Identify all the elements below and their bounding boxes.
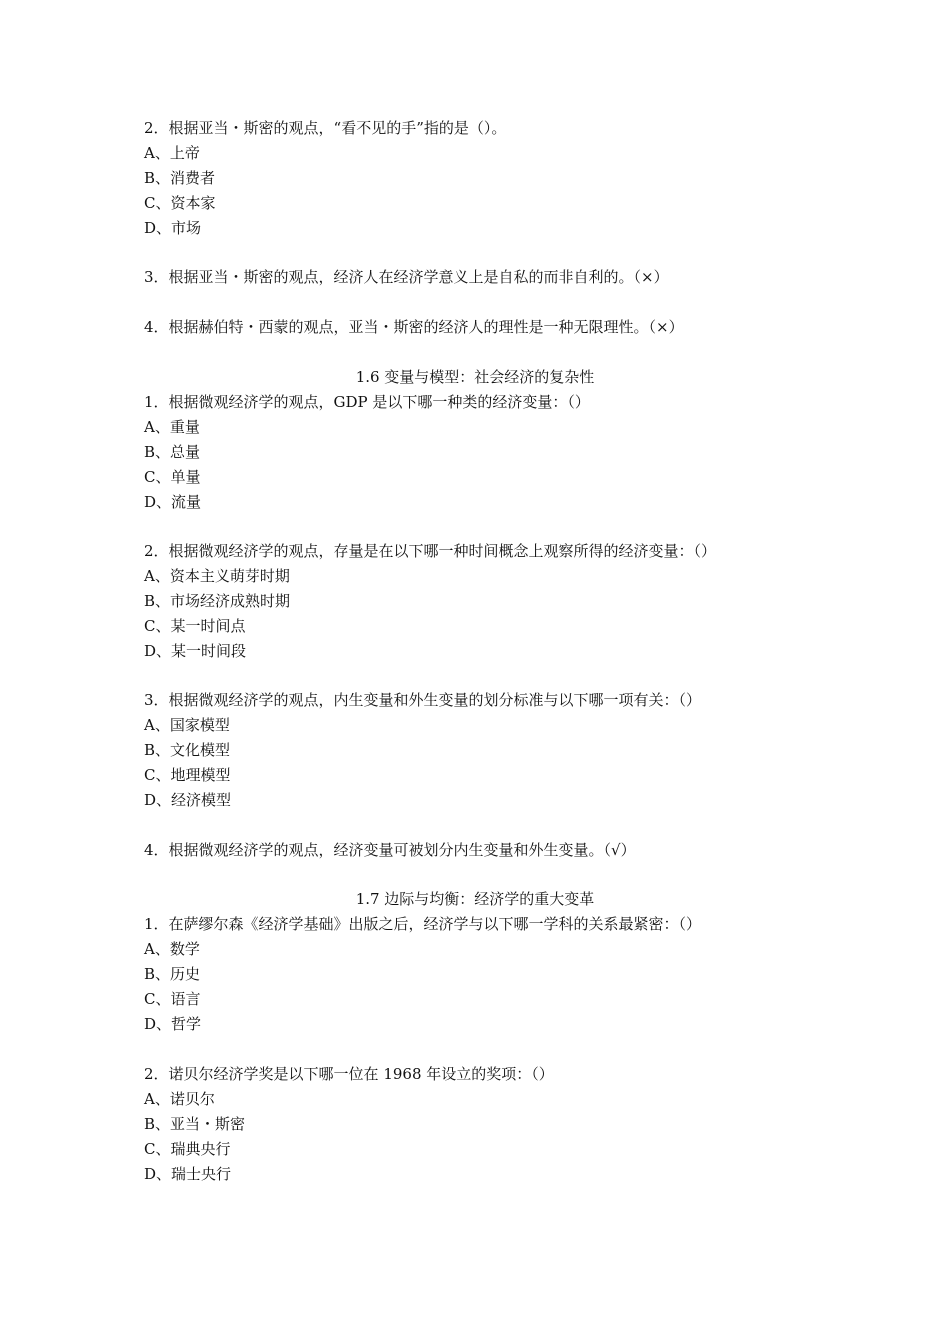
question-text: 4．根据赫伯特・西蒙的观点，亚当・斯密的经济人的理性是一种无限理性。（×）	[144, 318, 684, 336]
option-d: D、流量	[144, 493, 202, 511]
option-b: B、文化模型	[144, 741, 231, 759]
question-text: 2．根据亚当・斯密的观点，“看不见的手”指的是（）。	[144, 119, 507, 137]
question-text: 2．诺贝尔经济学奖是以下哪一位在 1968 年设立的奖项：（）	[144, 1065, 554, 1083]
option-c: C、地理模型	[144, 766, 231, 784]
question-text: 3．根据微观经济学的观点，内生变量和外生变量的划分标准与以下哪一项有关：（）	[144, 691, 702, 709]
option-a: A、资本主义萌芽时期	[144, 567, 290, 585]
option-b: B、亚当・斯密	[144, 1115, 246, 1133]
option-d: D、瑞士央行	[144, 1165, 232, 1183]
option-d: D、经济模型	[144, 791, 232, 809]
option-a: A、数学	[144, 940, 200, 958]
question-text: 4．根据微观经济学的观点，经济变量可被划分内生变量和外生变量。（√）	[144, 841, 636, 859]
option-a: A、诺贝尔	[144, 1090, 215, 1108]
option-d: D、哲学	[144, 1015, 202, 1033]
option-b: B、历史	[144, 965, 201, 983]
option-a: A、国家模型	[144, 716, 230, 734]
section-heading: 1.6 变量与模型：社会经济的复杂性	[355, 368, 595, 386]
option-c: C、资本家	[144, 194, 216, 212]
option-c: C、瑞典央行	[144, 1140, 231, 1158]
section-heading: 1.7 边际与均衡：经济学的重大变革	[355, 890, 595, 908]
option-b: B、总量	[144, 443, 201, 461]
option-b: B、消费者	[144, 169, 216, 187]
option-d: D、市场	[144, 219, 202, 237]
option-d: D、某一时间段	[144, 642, 247, 660]
option-a: A、重量	[144, 418, 200, 436]
option-c: C、某一时间点	[144, 617, 246, 635]
option-b: B、市场经济成熟时期	[144, 592, 291, 610]
option-c: C、语言	[144, 990, 201, 1008]
question-text: 2．根据微观经济学的观点，存量是在以下哪一种时间概念上观察所得的经济变量：（）	[144, 542, 717, 560]
question-text: 3．根据亚当・斯密的观点，经济人在经济学意义上是自私的而非自利的。（×）	[144, 268, 669, 286]
option-c: C、单量	[144, 468, 201, 486]
question-text: 1．在萨缪尔森《经济学基础》出版之后，经济学与以下哪一学科的关系最紧密：（）	[144, 915, 702, 933]
option-a: A、上帝	[144, 144, 200, 162]
question-text: 1．根据微观经济学的观点，GDP 是以下哪一种类的经济变量：（）	[144, 393, 590, 411]
